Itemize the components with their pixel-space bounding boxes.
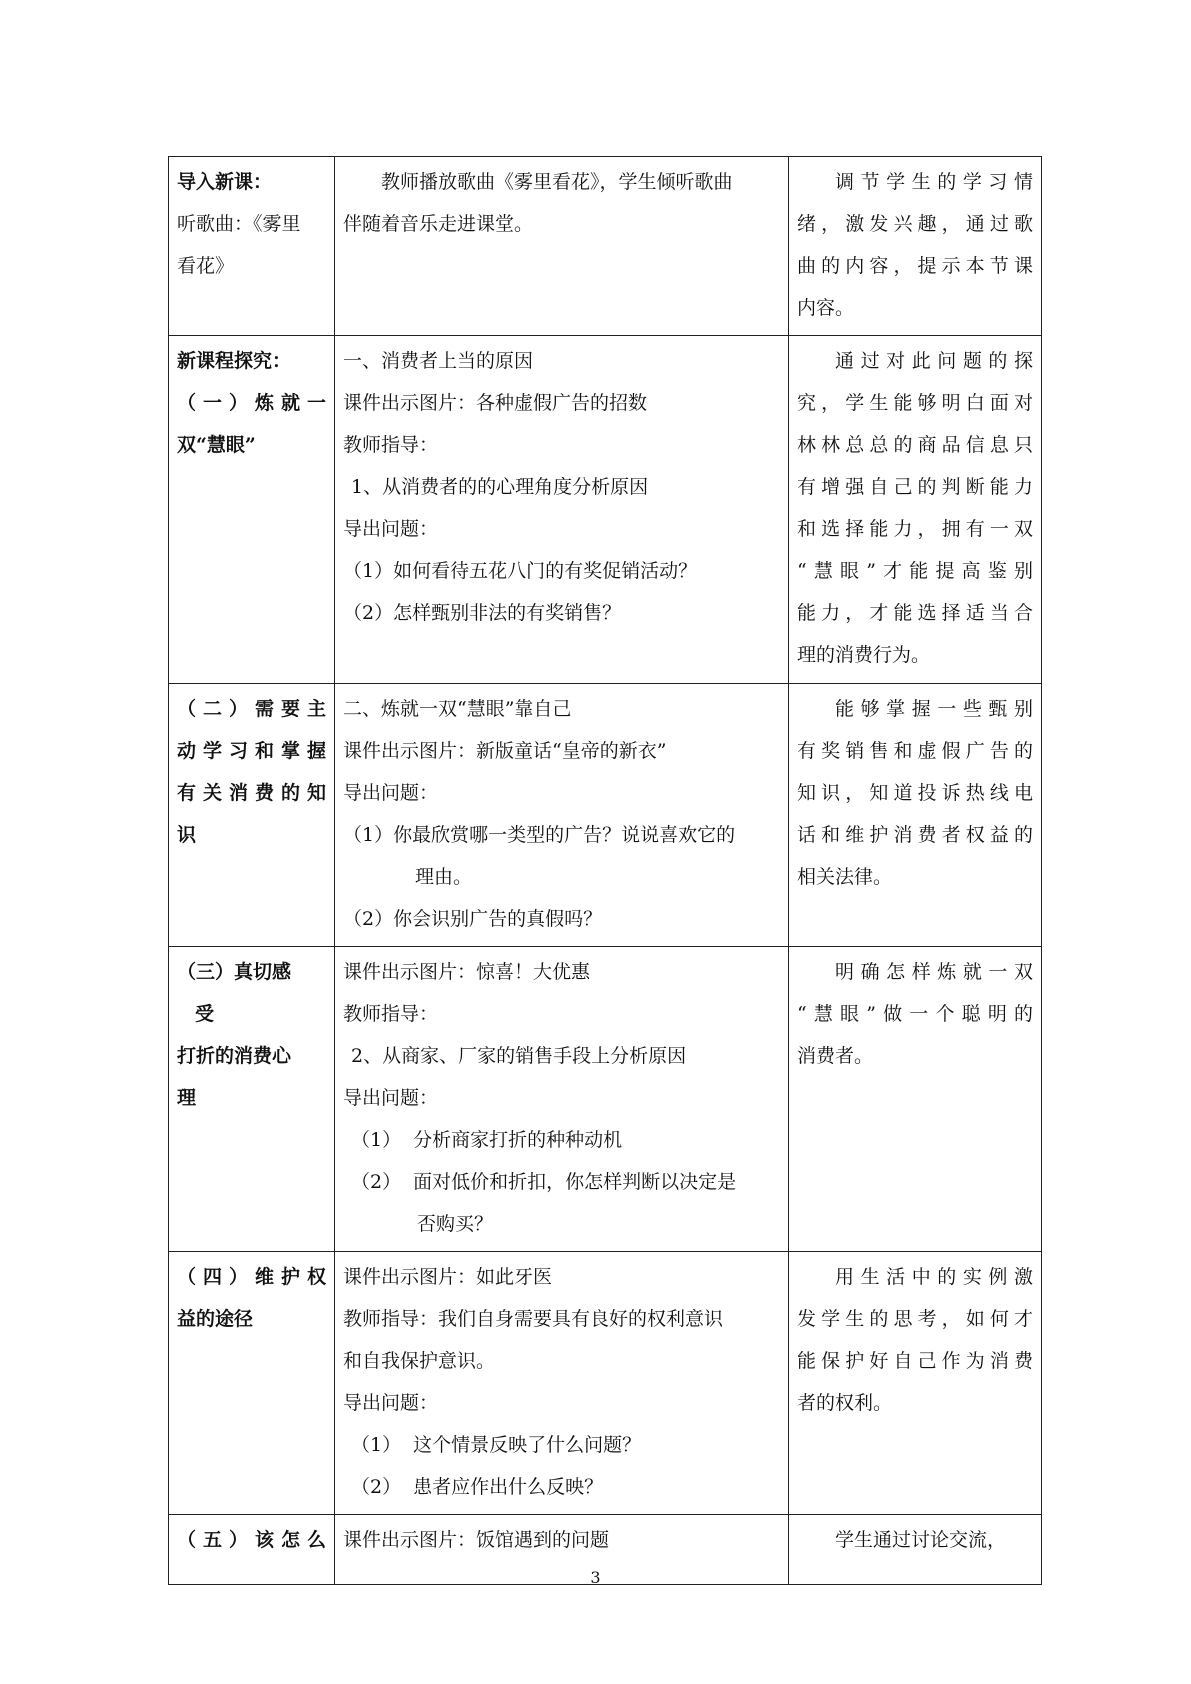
activity-line: 导出问题： [343,1392,439,1414]
purpose-line: 能保护好自己作为消费 [797,1350,1033,1372]
activity-cell [335,157,789,336]
activity-line: （2）怎样甄别非法的有奖销售？ [343,602,622,624]
table-row [169,1252,1042,1515]
activity-line: 导出问题： [343,782,439,804]
purpose-line: 有奖销售和虚假广告的 [797,740,1033,762]
purpose-line: “慧眼”才能提高鉴别 [797,560,1033,582]
purpose-line: 绪，激发兴趣，通过歌 [797,213,1033,235]
purpose-cell [789,684,1042,947]
activity-line: （1） 分析商家打折的种种动机 [351,1129,623,1151]
section-text: 听歌曲：《雾里 [177,213,301,235]
section-heading: 受 [195,1003,215,1025]
table-row [169,336,1042,684]
activity-cell [335,1252,789,1515]
purpose-line: 林林总总的商品信息只 [797,434,1033,456]
activity-line: 课件出示图片：新版童话“皇帝的新衣” [343,740,667,762]
purpose-line: 调节学生的学习情 [835,171,1033,193]
table-row [169,947,1042,1252]
section-heading: 益的途径 [177,1308,254,1330]
section-cell [169,1252,335,1515]
activity-line: 课件出示图片：各种虚假广告的招数 [343,392,648,414]
activity-line: （2）你会识别广告的真假吗？ [343,908,603,930]
activity-line: （1）如何看待五花八门的有奖促销活动？ [343,560,698,582]
activity-line: 否购买？ [417,1213,494,1235]
activity-cell [335,684,789,947]
purpose-line: 内容。 [797,297,855,319]
activity-line: 一、消费者上当的原因 [343,350,534,372]
activity-line: 课件出示图片：惊喜！大优惠 [343,961,591,983]
purpose-line: 知识，知道投诉热线电 [797,782,1033,804]
purpose-line: 能够掌握一些甄别 [835,698,1033,720]
activity-line: 2、从商家、厂家的销售手段上分析原因 [351,1045,687,1067]
section-cell [169,157,335,336]
purpose-line: 相关法律。 [797,866,893,888]
purpose-line: 通过对此问题的探 [835,350,1033,372]
activity-line: 1、从消费者的的心理角度分析原因 [351,476,649,498]
section-heading: 打折的消费心 [177,1045,292,1067]
section-cell [169,336,335,684]
section-cell [169,947,335,1252]
activity-line: （1） 这个情景反映了什么问题？ [351,1434,642,1456]
lesson-plan-table [168,156,1042,1585]
purpose-cell [789,1252,1042,1515]
section-heading: 导入新课： [177,171,273,193]
section-heading: 双“慧眼” [177,434,256,456]
table-row [169,157,1042,336]
activity-line: 课件出示图片：如此牙医 [343,1266,553,1288]
section-heading: 动学习和掌握 [177,740,326,762]
purpose-line: 理的消费行为。 [797,644,931,666]
purpose-cell [789,157,1042,336]
purpose-line: 和选择能力，拥有一双 [797,518,1033,540]
table-row [169,684,1042,947]
activity-line: （2） 患者应作出什么反映？ [351,1476,604,1498]
page-number: 3 [590,1568,601,1587]
activity-line: 伴随着音乐走进课堂。 [343,213,534,235]
purpose-line: 学生通过讨论交流， [835,1529,1007,1551]
activity-line: 教师指导：我们自身需要具有良好的权利意识 [343,1308,724,1330]
purpose-line: 话和维护消费者权益的 [797,824,1033,846]
activity-cell [335,947,789,1252]
section-heading: （二）需要主 [177,698,326,720]
purpose-line: 发学生的思考，如何才 [797,1308,1033,1330]
section-heading: （一）炼就一 [177,392,326,414]
purpose-line: 有增强自己的判断能力 [797,476,1033,498]
purpose-line: 能力，才能选择适当合 [797,602,1033,624]
section-heading: 识 [177,824,197,846]
purpose-line: “慧眼”做一个聪明的 [797,1003,1033,1025]
activity-line: 教师指导： [343,434,439,456]
activity-line: 教师指导： [343,1003,439,1025]
activity-line: 课件出示图片：饭馆遇到的问题 [343,1529,610,1551]
section-text: 看花》 [177,255,235,277]
section-heading: 理 [177,1087,197,1109]
section-cell [169,684,335,947]
purpose-cell [789,947,1042,1252]
purpose-line: 究，学生能够明白面对 [797,392,1033,414]
activity-line: （2） 面对低价和折扣，你怎样判断以决定是 [351,1171,737,1193]
section-heading: 新课程探究： [177,350,292,372]
section-heading: （四）维护权 [177,1266,326,1288]
activity-line: 二、炼就一双“慧眼”靠自己 [343,698,572,720]
activity-line: 导出问题： [343,518,439,540]
activity-line: 教师播放歌曲《雾里看花》，学生倾听歌曲 [381,171,733,193]
purpose-line: 明确怎样炼就一双 [835,961,1033,983]
purpose-cell [789,336,1042,684]
activity-line: 导出问题： [343,1087,439,1109]
purpose-line: 用生活中的实例激 [835,1266,1033,1288]
activity-line: 和自我保护意识。 [343,1350,496,1372]
purpose-line: 者的权利。 [797,1392,893,1414]
section-heading: （五）该怎么 [177,1529,326,1551]
activity-cell [335,336,789,684]
section-heading: 有关消费的知 [177,782,326,804]
activity-line: （1）你最欣赏哪一类型的广告？说说喜欢它的 [343,824,736,846]
purpose-line: 消费者。 [797,1045,874,1067]
purpose-line: 曲的内容，提示本节课 [797,255,1033,277]
activity-line: 理由。 [415,866,473,888]
section-heading: （三）真切感 [177,961,292,983]
